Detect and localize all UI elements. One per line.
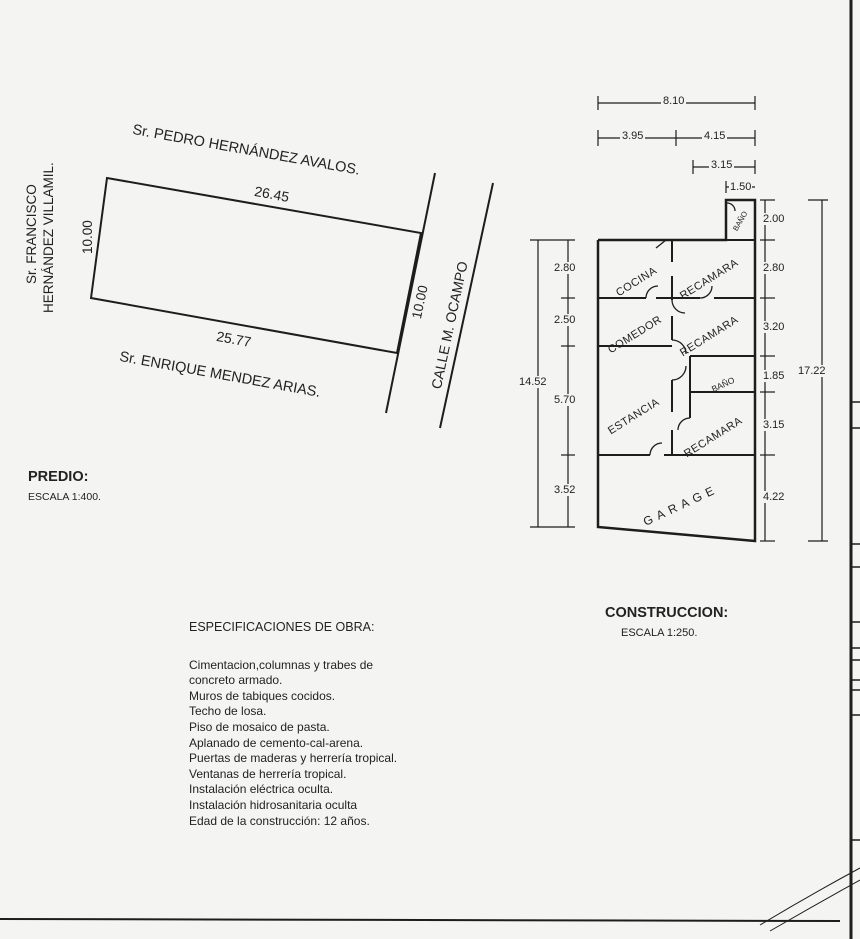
- spec-line: Puertas de maderas y herrería tropical.: [189, 751, 398, 766]
- lot-dim-top: 26.45: [253, 183, 291, 205]
- dim-left-352: 3.52: [554, 484, 576, 496]
- spec-line: Techo de losa.: [189, 704, 267, 719]
- spec-line: Aplanado de cemento-cal-arena.: [189, 735, 364, 750]
- dim-right-280: 2.80: [763, 262, 785, 274]
- lot-west-owner-line1: Sr. FRANCISCO: [24, 184, 39, 284]
- dim-left-250: 2.50: [554, 314, 576, 326]
- lot-outline: [91, 178, 421, 353]
- spec-line: Instalación eléctrica oculta.: [189, 782, 334, 797]
- room-cocina: COCINA: [614, 264, 660, 300]
- lot-west-owner-line2: HERNÁNDEZ VILLAMIL.: [41, 162, 56, 313]
- room-recamara-3: RECAMARA: [682, 414, 745, 461]
- dim-left-570: 5.70: [554, 394, 576, 406]
- room-bano-1: BAÑO: [731, 209, 750, 233]
- dim-right-width: 4.15: [704, 130, 726, 142]
- room-comedor: COMEDOR: [606, 313, 665, 357]
- dim-right-320: 3.20: [763, 321, 785, 333]
- dim-right-422: 4.22: [763, 491, 785, 503]
- spec-line: Ventanas de herrería tropical.: [189, 766, 347, 781]
- room-recamara-2: RECAMARA: [678, 313, 741, 360]
- lot-south-owner: Sr. ENRIQUE MENDEZ ARIAS.: [118, 349, 322, 401]
- lot-dim-right: 10.00: [409, 283, 431, 321]
- spec-line: Piso de mosaico de pasta.: [189, 719, 330, 734]
- bottom-border: [0, 919, 840, 921]
- dim-right-total: 17.22: [798, 365, 826, 377]
- spec-line: concreto armado.: [189, 673, 283, 688]
- construccion-scale: ESCALA 1:250.: [621, 627, 698, 639]
- dim-sub-315: 3.15: [711, 159, 733, 171]
- spec-line: Muros de tabiques cocidos.: [189, 688, 336, 703]
- spec-line: Cimentacion,columnas y trabes de: [189, 657, 374, 672]
- plan-outline: [598, 200, 755, 541]
- room-bano-2: BAÑO: [710, 374, 737, 395]
- dim-total-width: 8.10: [663, 95, 685, 107]
- dim-right-200: 2.00: [763, 213, 785, 225]
- construccion-title: CONSTRUCCION:: [605, 605, 729, 621]
- lot-dim-left: 10.00: [80, 220, 95, 254]
- street-name: CALLE M. OCAMPO: [428, 259, 471, 391]
- dim-left-280: 2.80: [554, 262, 576, 274]
- dim-right-315: 3.15: [763, 419, 785, 431]
- spec-line: Edad de la construcción: 12 años.: [189, 813, 370, 828]
- dim-sub-150: 1.50: [730, 181, 752, 193]
- lot-north-owner: Sr. PEDRO HERNÁNDEZ AVALOS.: [131, 122, 362, 179]
- dim-left-width: 3.95: [622, 130, 644, 142]
- specs-title: ESPECIFICACIONES DE OBRA:: [189, 620, 375, 634]
- dim-right-185: 1.85: [763, 370, 785, 382]
- room-recamara-1: RECAMARA: [678, 256, 741, 303]
- room-estancia: ESTANCIA: [606, 396, 662, 438]
- room-garage: GARAGE: [641, 481, 721, 529]
- lot-dim-bottom: 25.77: [215, 328, 253, 350]
- spec-line: Instalación hidrosanitaria oculta: [189, 797, 358, 812]
- predio-title: PREDIO:: [28, 469, 89, 485]
- dim-left-total: 14.52: [519, 376, 547, 388]
- specifications: [189, 620, 397, 829]
- predio-scale: ESCALA 1:400.: [28, 491, 101, 503]
